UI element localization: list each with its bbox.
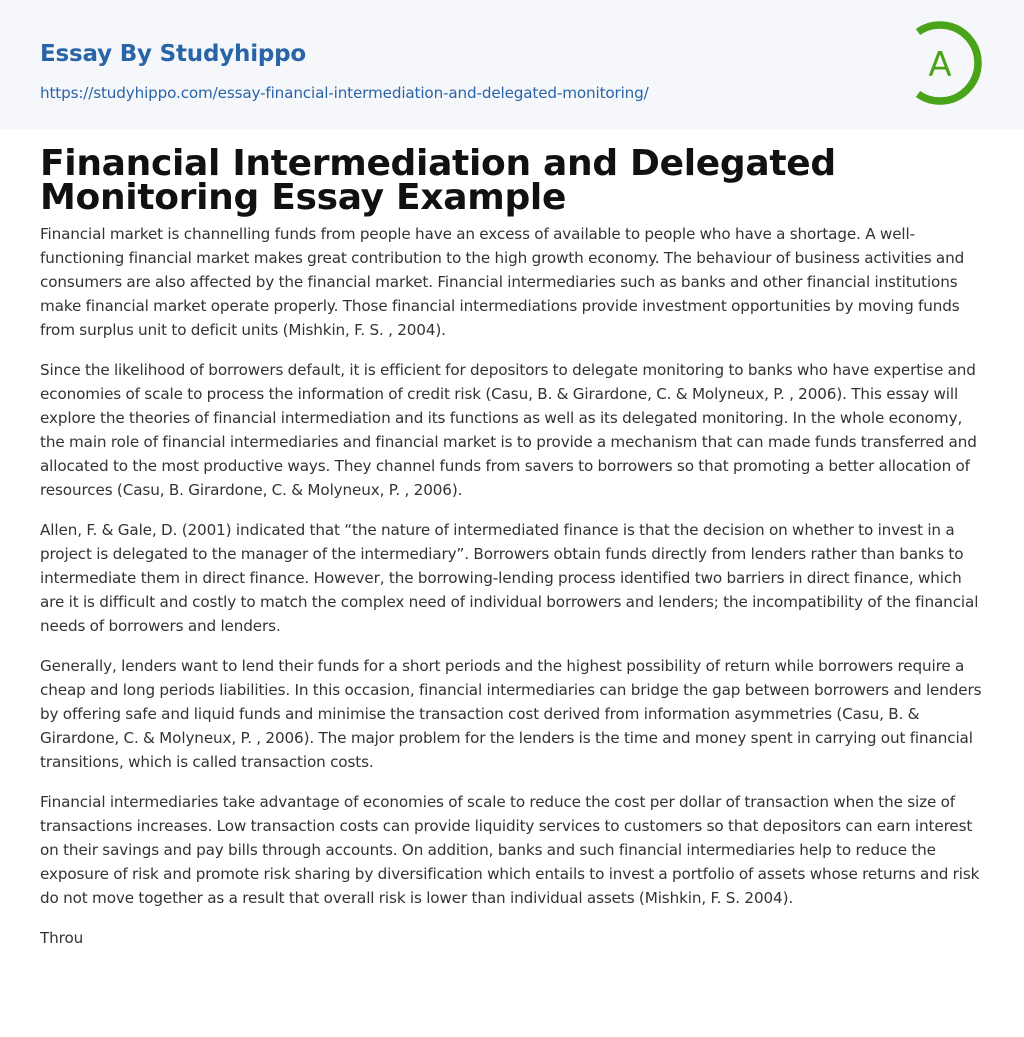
article [0, 129, 1024, 950]
article-paragraph: Financial market is channelling funds from people have an excess of available to people who have a shortage. A well- functioning financial market makes great contribution to the high growth economy. The behaviour of business activities and consumers are also affected by the financial market. Financial intermediaries such as banks and other financial institutions make financial market operate properly. Those financial intermediations provide investment opportunities by moving funds from surplus unit to deficit units (Mishkin, F. S. , 2004). [40, 225, 965, 339]
article-paragraph: Generally, lenders want to lend their funds for a short periods and the highest possibility of return while borrowers require a cheap and long periods liabilities. In this occasion, financial intermediaries can bridge the gap between borrowers and lenders by offering safe and liquid funds and minimise the transaction cost derived from information asymmetries (Casu, B. & Girardone, C. & Molyneux, P. , 2006). The major problem for the lenders is the time and money spent in carrying out financial transitions, which is called transaction costs. [40, 657, 982, 771]
site-header [0, 0, 1024, 129]
article-paragraph: Since the likelihood of borrowers default, it is efficient for depositors to delegate monitoring to banks who have expertise and economies of scale to process the information of credit risk (Casu, B. & Girardone, C. & Molyneux, P. , 2006). This essay will explore the theories of financial intermediation and its functions as well as its delegated monitoring. In the whole economy, the main role of financial intermediaries and financial market is to provide a mechanism that can made funds transferred and allocated to the most productive ways. They channel funds from savers to borrowers so that promoting a better allocation of resources (Casu, B. Girardone, C. & Molyneux, P. , 2006). [40, 361, 977, 499]
page-title: Financial Intermediation and Delegated Monitoring Essay Example [40, 143, 836, 218]
article-paragraph: Financial intermediaries take advantage of economies of scale to reduce the cost per dollar of transaction when the size of transactions increases. Low transaction costs can provide liquidity services to customers so that depositors can earn interest on their savings and pay bills through accounts. On addition, banks and such financial intermediaries help to reduce the exposure of risk and promote risk sharing by diversification which entails to invest a portfolio of assets whose returns and risk do not move together as a result that overall risk is lower than individual assets (Mishkin, F. S. 2004). [40, 793, 980, 907]
article-paragraph-truncated: Throu [40, 929, 84, 947]
article-paragraph: Allen, F. & Gale, D. (2001) indicated that “the nature of intermediated finance is that the decision on whether to invest in a project is delegated to the manager of the intermediary”. Borrowers obtain funds directly from lenders rather than banks to intermediate them in direct finance. However, the borrowing-lending process identified two barriers in direct finance, which are it is difficult and costly to match the complex need of individual borrowers and lenders; the incompatibility of the financial needs of borrowers and lenders. [40, 521, 979, 635]
logo-a-circle-icon [910, 18, 988, 106]
svg-text:A: A [928, 45, 952, 85]
studyhippo-logo[interactable] [910, 18, 988, 106]
essay-url-link[interactable]: https://studyhippo.com/essay-financial-intermediation-and-delegated-monitoring/ [40, 84, 649, 102]
site-title: Essay By Studyhippo [40, 41, 307, 67]
